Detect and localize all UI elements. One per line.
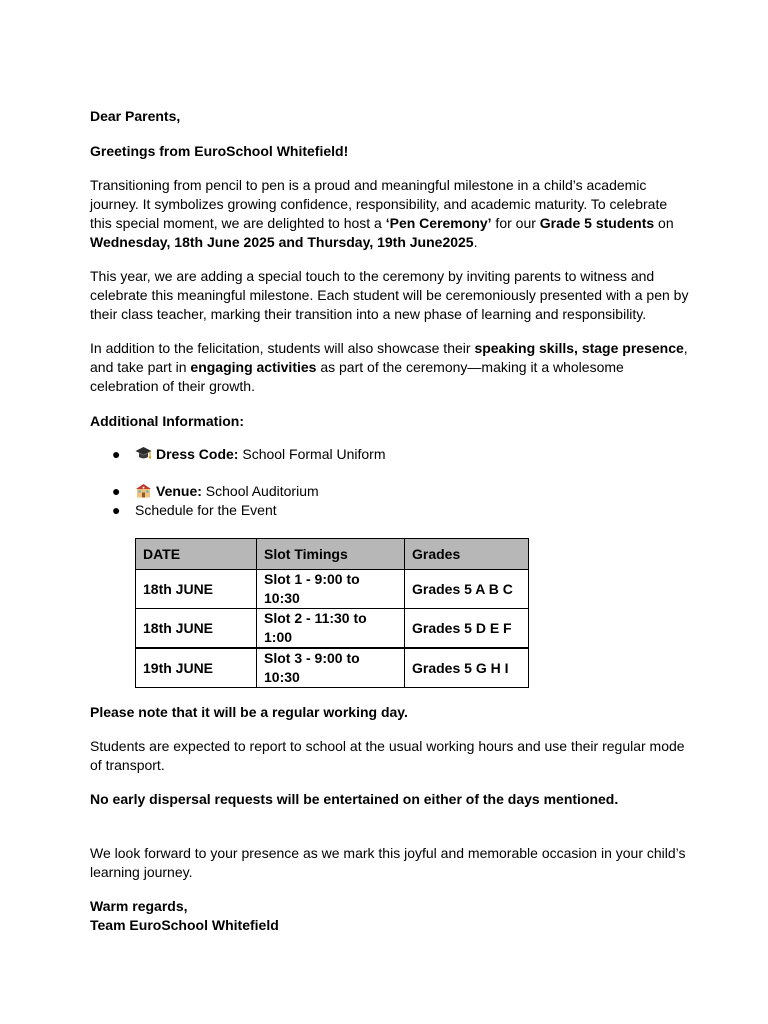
letter-body	[90, 107, 690, 935]
additional-info-heading: Additional Information:	[90, 413, 244, 429]
salutation: Dear Parents,	[90, 108, 181, 124]
intro-bold-dates: Wednesday, 18th June 2025 and Thursday, 19th June2025	[90, 234, 474, 250]
list-item-venue	[90, 482, 690, 501]
signoff: Warm regards,	[90, 898, 188, 914]
paragraph-closing: We look forward to your presence as we mark this joyful and memorable occasion in your child’s learning journey.	[90, 845, 686, 880]
table-cell-grades: Grades 5 G H I	[405, 648, 529, 688]
venue-label: Venue:	[156, 483, 202, 499]
venue-value: School Auditorium	[201, 483, 319, 499]
bullet-dot: ●	[112, 446, 121, 462]
table-header-row	[136, 539, 529, 570]
intro-bold-grade: Grade 5 students	[539, 215, 655, 231]
schedule-label: Schedule for the Event	[135, 502, 277, 518]
bullet-dot: ●	[112, 483, 121, 499]
table-cell-date: 19th JUNE	[136, 648, 257, 688]
activities-text-1: In addition to the felicitation, students will also showcase their	[90, 340, 475, 356]
table-row	[136, 609, 529, 649]
activities-text-2: , and take part in	[90, 340, 688, 375]
table-cell-date: 18th JUNE	[136, 609, 257, 649]
school-building-icon	[135, 483, 152, 498]
activities-bold-engaging: engaging activities	[190, 359, 317, 375]
note-working-day: Please note that it will be a regular working day.	[90, 704, 408, 720]
intro-text-2: for our	[491, 215, 540, 231]
intro-text-3: on	[654, 215, 674, 231]
dress-code-label: Dress Code:	[156, 446, 239, 462]
paragraph-parents: This year, we are adding a special touch to the ceremony by inviting parents to witness and celebrate this meaningful milestone. Each student will be ceremoniously presented with a pen by their class teacher, marking their transition into a new phase of learning and responsibility.	[90, 268, 689, 322]
table-cell-slot: Slot 3 - 9:00 to 10:30	[257, 648, 405, 688]
header-date: DATE	[136, 539, 257, 570]
signature: Team EuroSchool Whitefield	[90, 917, 279, 933]
paragraph-intro	[90, 176, 690, 252]
dress-code-value: School Formal Uniform	[238, 446, 386, 462]
intro-text-1: Transitioning from pencil to pen is a proud and meaningful milestone in a child’s academic journey. It symbolizes growing confidence, responsibility, and academic maturity. To celebrate this special moment, we are delighted to host a	[90, 177, 668, 231]
list-item-dress-code	[90, 445, 690, 464]
info-list	[90, 445, 690, 520]
table-cell-slot: Slot 2 - 11:30 to 1:00	[257, 609, 405, 649]
activities-bold-speaking: speaking skills, stage presence	[474, 340, 684, 356]
paragraph-activities	[90, 339, 690, 396]
activities-text-3: as part of the ceremony—making it a wholesome celebration of their growth.	[90, 359, 624, 394]
list-item-schedule	[90, 501, 690, 520]
header-slot-timings: Slot Timings	[257, 539, 405, 570]
table-cell-slot: Slot 1 - 9:00 to 10:30	[257, 570, 405, 609]
intro-bold-pen-ceremony: ‘Pen Ceremony’	[385, 215, 492, 231]
bullet-dot: ●	[112, 502, 121, 518]
paragraph-transport: Students are expected to report to school at the usual working hours and use their regular mode of transport.	[90, 738, 685, 773]
schedule-table	[135, 538, 529, 688]
note-no-dispersal: No early dispersal requests will be entertained on either of the days mentioned.	[90, 791, 619, 807]
table-cell-date: 18th JUNE	[136, 570, 257, 609]
intro-text-4: .	[473, 234, 478, 250]
header-grades: Grades	[405, 539, 529, 570]
greeting: Greetings from EuroSchool Whitefield!	[90, 143, 349, 159]
table-cell-grades: Grades 5 A B C	[405, 570, 529, 609]
graduation-cap-icon	[135, 446, 152, 461]
table-row	[136, 570, 529, 609]
table-row	[136, 648, 529, 688]
table-cell-grades: Grades 5 D E F	[405, 609, 529, 649]
